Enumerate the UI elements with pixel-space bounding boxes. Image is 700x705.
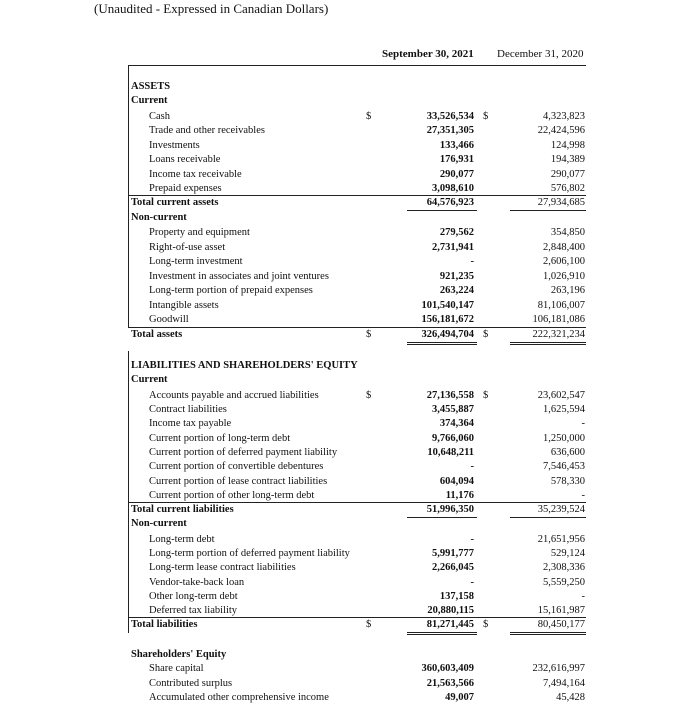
line-item-row <box>0 604 700 618</box>
value-2021: 101,540,147 <box>421 300 474 311</box>
value-2021: - <box>470 534 474 545</box>
line-item-row <box>0 226 700 240</box>
value-2020: 7,494,164 <box>543 678 585 689</box>
line-item-row <box>0 241 700 255</box>
line-item-row <box>0 139 700 153</box>
value-2020: 1,250,000 <box>543 433 585 444</box>
row-label: Shareholders' Equity <box>131 649 227 660</box>
value-2021: 133,466 <box>439 140 474 151</box>
value-2021: 27,136,558 <box>426 390 474 401</box>
total-rule <box>128 502 586 503</box>
row-label: Intangible assets <box>149 300 219 311</box>
value-2021: 11,176 <box>445 490 474 501</box>
total-rule <box>128 195 586 196</box>
section-heading <box>0 211 700 225</box>
value-2021: - <box>470 461 474 472</box>
row-label: Prepaid expenses <box>149 183 222 194</box>
value-2020: 5,559,250 <box>543 577 585 588</box>
section-heading <box>0 517 700 531</box>
total-rule <box>407 342 477 343</box>
value-2021: 326,494,704 <box>421 329 474 340</box>
line-item-row <box>0 110 700 124</box>
total-rule <box>407 632 477 633</box>
row-label: Cash <box>149 111 170 122</box>
value-2020: 80,450,177 <box>537 619 585 630</box>
currency-symbol-2020: $ <box>483 390 489 401</box>
value-2020: 1,625,594 <box>543 404 585 415</box>
currency-symbol-2021: $ <box>366 619 372 630</box>
total-row <box>0 503 700 517</box>
row-label: Total liabilities <box>131 619 198 630</box>
row-label: Property and equipment <box>149 227 250 238</box>
line-item-row <box>0 270 700 284</box>
value-2020: 15,161,987 <box>537 605 585 616</box>
currency-symbol-2020: $ <box>483 111 489 122</box>
line-item-row <box>0 124 700 138</box>
value-2021: 2,266,045 <box>432 562 474 573</box>
line-item-row <box>0 475 700 489</box>
value-2020: 23,602,547 <box>537 390 585 401</box>
value-2020: 81,106,007 <box>537 300 585 311</box>
row-label: Long-term lease contract liabilities <box>149 562 296 573</box>
row-label: Right-of-use asset <box>149 242 226 253</box>
value-2020: 45,428 <box>556 692 585 703</box>
value-2021: 374,364 <box>439 418 474 429</box>
row-label: Total current liabilities <box>131 504 234 515</box>
value-2020: 576,802 <box>550 183 585 194</box>
row-label: Current <box>131 374 168 385</box>
value-2020: 529,124 <box>550 548 585 559</box>
line-item-row <box>0 590 700 604</box>
value-2020: 263,196 <box>550 285 585 296</box>
line-item-row <box>0 561 700 575</box>
line-item-row <box>0 389 700 403</box>
row-label: Other long-term debt <box>149 591 238 602</box>
value-2020: 2,606,100 <box>543 256 585 267</box>
value-2021: 5,991,777 <box>432 548 474 559</box>
value-2020: 35,239,524 <box>537 504 585 515</box>
value-2020: 290,077 <box>550 169 585 180</box>
line-item-row <box>0 533 700 547</box>
value-2020: 194,389 <box>550 154 585 165</box>
value-2021: 176,931 <box>439 154 474 165</box>
value-2021: - <box>470 577 474 588</box>
value-2021: 604,094 <box>439 476 474 487</box>
line-item-row <box>0 576 700 590</box>
currency-symbol-2021: $ <box>366 390 372 401</box>
row-label: Accumulated other comprehensive income <box>149 692 329 703</box>
value-2021: 64,576,923 <box>426 197 474 208</box>
row-label: Income tax receivable <box>149 169 242 180</box>
line-item-row <box>0 403 700 417</box>
total-rule <box>510 342 586 343</box>
value-2020: 22,424,596 <box>537 125 585 136</box>
value-2020: 636,600 <box>550 447 585 458</box>
section-heading <box>0 80 700 94</box>
statement-subtitle: (Unaudited - Expressed in Canadian Dollars) <box>94 1 329 16</box>
value-2020: 21,651,956 <box>537 534 585 545</box>
line-item-row <box>0 168 700 182</box>
row-label: Current portion of deferred payment liability <box>149 447 338 458</box>
value-2021: 921,235 <box>439 271 474 282</box>
value-2020: 106,181,086 <box>532 314 585 325</box>
total-rule <box>510 632 586 633</box>
value-2020: 124,998 <box>550 140 585 151</box>
row-label: Non-current <box>131 212 187 223</box>
line-item-row <box>0 284 700 298</box>
column-header-december-31-2020: December 31, 2020 <box>497 48 584 60</box>
value-2021: 81,271,445 <box>426 619 474 630</box>
total-rule <box>128 327 586 328</box>
row-label: Non-current <box>131 518 187 529</box>
value-2021: 9,766,060 <box>432 433 474 444</box>
value-2020: 7,546,453 <box>543 461 585 472</box>
section-heading <box>0 648 700 662</box>
currency-symbol-2021: $ <box>366 111 372 122</box>
value-2020: 2,848,400 <box>543 242 585 253</box>
line-item-row <box>0 313 700 327</box>
line-item-row <box>0 547 700 561</box>
row-label: Trade and other receivables <box>149 125 265 136</box>
total-rule <box>407 344 477 345</box>
row-label: Deferred tax liability <box>149 605 238 616</box>
row-label: Share capital <box>149 663 204 674</box>
value-2021: 2,731,941 <box>432 242 474 253</box>
line-item-row <box>0 446 700 460</box>
value-2021: 51,996,350 <box>426 504 474 515</box>
line-item-row <box>0 153 700 167</box>
value-2020: 222,321,234 <box>532 329 585 340</box>
value-2021: 33,526,534 <box>426 111 474 122</box>
row-label: Vendor-take-back loan <box>149 577 245 588</box>
value-2021: - <box>470 256 474 267</box>
currency-symbol-2021: $ <box>366 329 372 340</box>
row-label: Current portion of lease contract liabilities <box>149 476 328 487</box>
row-label: Income tax payable <box>149 418 232 429</box>
row-label: Long-term portion of deferred payment liability <box>149 548 350 559</box>
row-label: Contributed surplus <box>149 678 233 689</box>
value-2021: 3,455,887 <box>432 404 474 415</box>
total-rule <box>128 617 586 618</box>
column-header-september-30-2021: September 30, 2021 <box>382 48 474 60</box>
row-label: Current portion of convertible debentures <box>149 461 324 472</box>
value-2021: 279,562 <box>439 227 474 238</box>
value-2020: 578,330 <box>550 476 585 487</box>
value-2021: 20,880,115 <box>427 605 474 616</box>
row-label: Loans receivable <box>149 154 221 165</box>
row-label: Current portion of other long-term debt <box>149 490 315 501</box>
value-2021: 3,098,610 <box>432 183 474 194</box>
line-item-row <box>0 255 700 269</box>
total-rule <box>510 634 586 635</box>
line-item-row <box>0 677 700 691</box>
row-label: Total assets <box>131 329 183 340</box>
currency-symbol-2020: $ <box>483 619 489 630</box>
value-2021: 360,603,409 <box>421 663 474 674</box>
row-label: Goodwill <box>149 314 189 325</box>
row-label: Long-term investment <box>149 256 243 267</box>
line-item-row <box>0 489 700 503</box>
total-rule <box>510 344 586 345</box>
row-label: Investments <box>149 140 200 151</box>
section-heading <box>0 94 700 108</box>
row-label: LIABILITIES AND SHAREHOLDERS' EQUITY <box>131 360 358 371</box>
row-label: Accounts payable and accrued liabilities <box>149 390 319 401</box>
value-2021: 263,224 <box>439 285 474 296</box>
line-item-row <box>0 662 700 676</box>
value-2021: 49,007 <box>445 692 474 703</box>
section-heading <box>0 373 700 387</box>
value-2020: 232,616,997 <box>532 663 585 674</box>
section-border <box>128 351 129 633</box>
value-2020: 1,026,910 <box>543 271 585 282</box>
section-border <box>128 66 129 328</box>
value-2020: 2,308,336 <box>543 562 585 573</box>
row-label: Investment in associates and joint ventures <box>149 271 329 282</box>
row-label: Total current assets <box>131 197 219 208</box>
row-label: Long-term debt <box>149 534 215 545</box>
row-label: ASSETS <box>131 81 171 92</box>
line-item-row <box>0 182 700 196</box>
value-2021: 290,077 <box>439 169 474 180</box>
value-2021: 10,648,211 <box>427 447 474 458</box>
currency-symbol-2020: $ <box>483 329 489 340</box>
value-2020: 4,323,823 <box>543 111 585 122</box>
value-2020: - <box>581 591 585 602</box>
value-2020: - <box>581 490 585 501</box>
section-heading <box>0 359 700 373</box>
value-2021: 21,563,566 <box>426 678 474 689</box>
header-divider <box>128 65 586 66</box>
value-2020: - <box>581 418 585 429</box>
total-row <box>0 328 700 342</box>
line-item-row <box>0 432 700 446</box>
total-row <box>0 618 700 632</box>
line-item-row <box>0 299 700 313</box>
value-2021: 137,158 <box>439 591 474 602</box>
line-item-row <box>0 691 700 705</box>
total-rule <box>407 634 477 635</box>
value-2021: 156,181,672 <box>421 314 474 325</box>
line-item-row <box>0 460 700 474</box>
row-label: Current portion of long-term debt <box>149 433 291 444</box>
total-row <box>0 196 700 210</box>
row-label: Contract liabilities <box>149 404 227 415</box>
value-2020: 27,934,685 <box>537 197 585 208</box>
line-item-row <box>0 417 700 431</box>
row-label: Current <box>131 95 168 106</box>
row-label: Long-term portion of prepaid expenses <box>149 285 313 296</box>
value-2021: 27,351,305 <box>426 125 474 136</box>
value-2020: 354,850 <box>550 227 585 238</box>
